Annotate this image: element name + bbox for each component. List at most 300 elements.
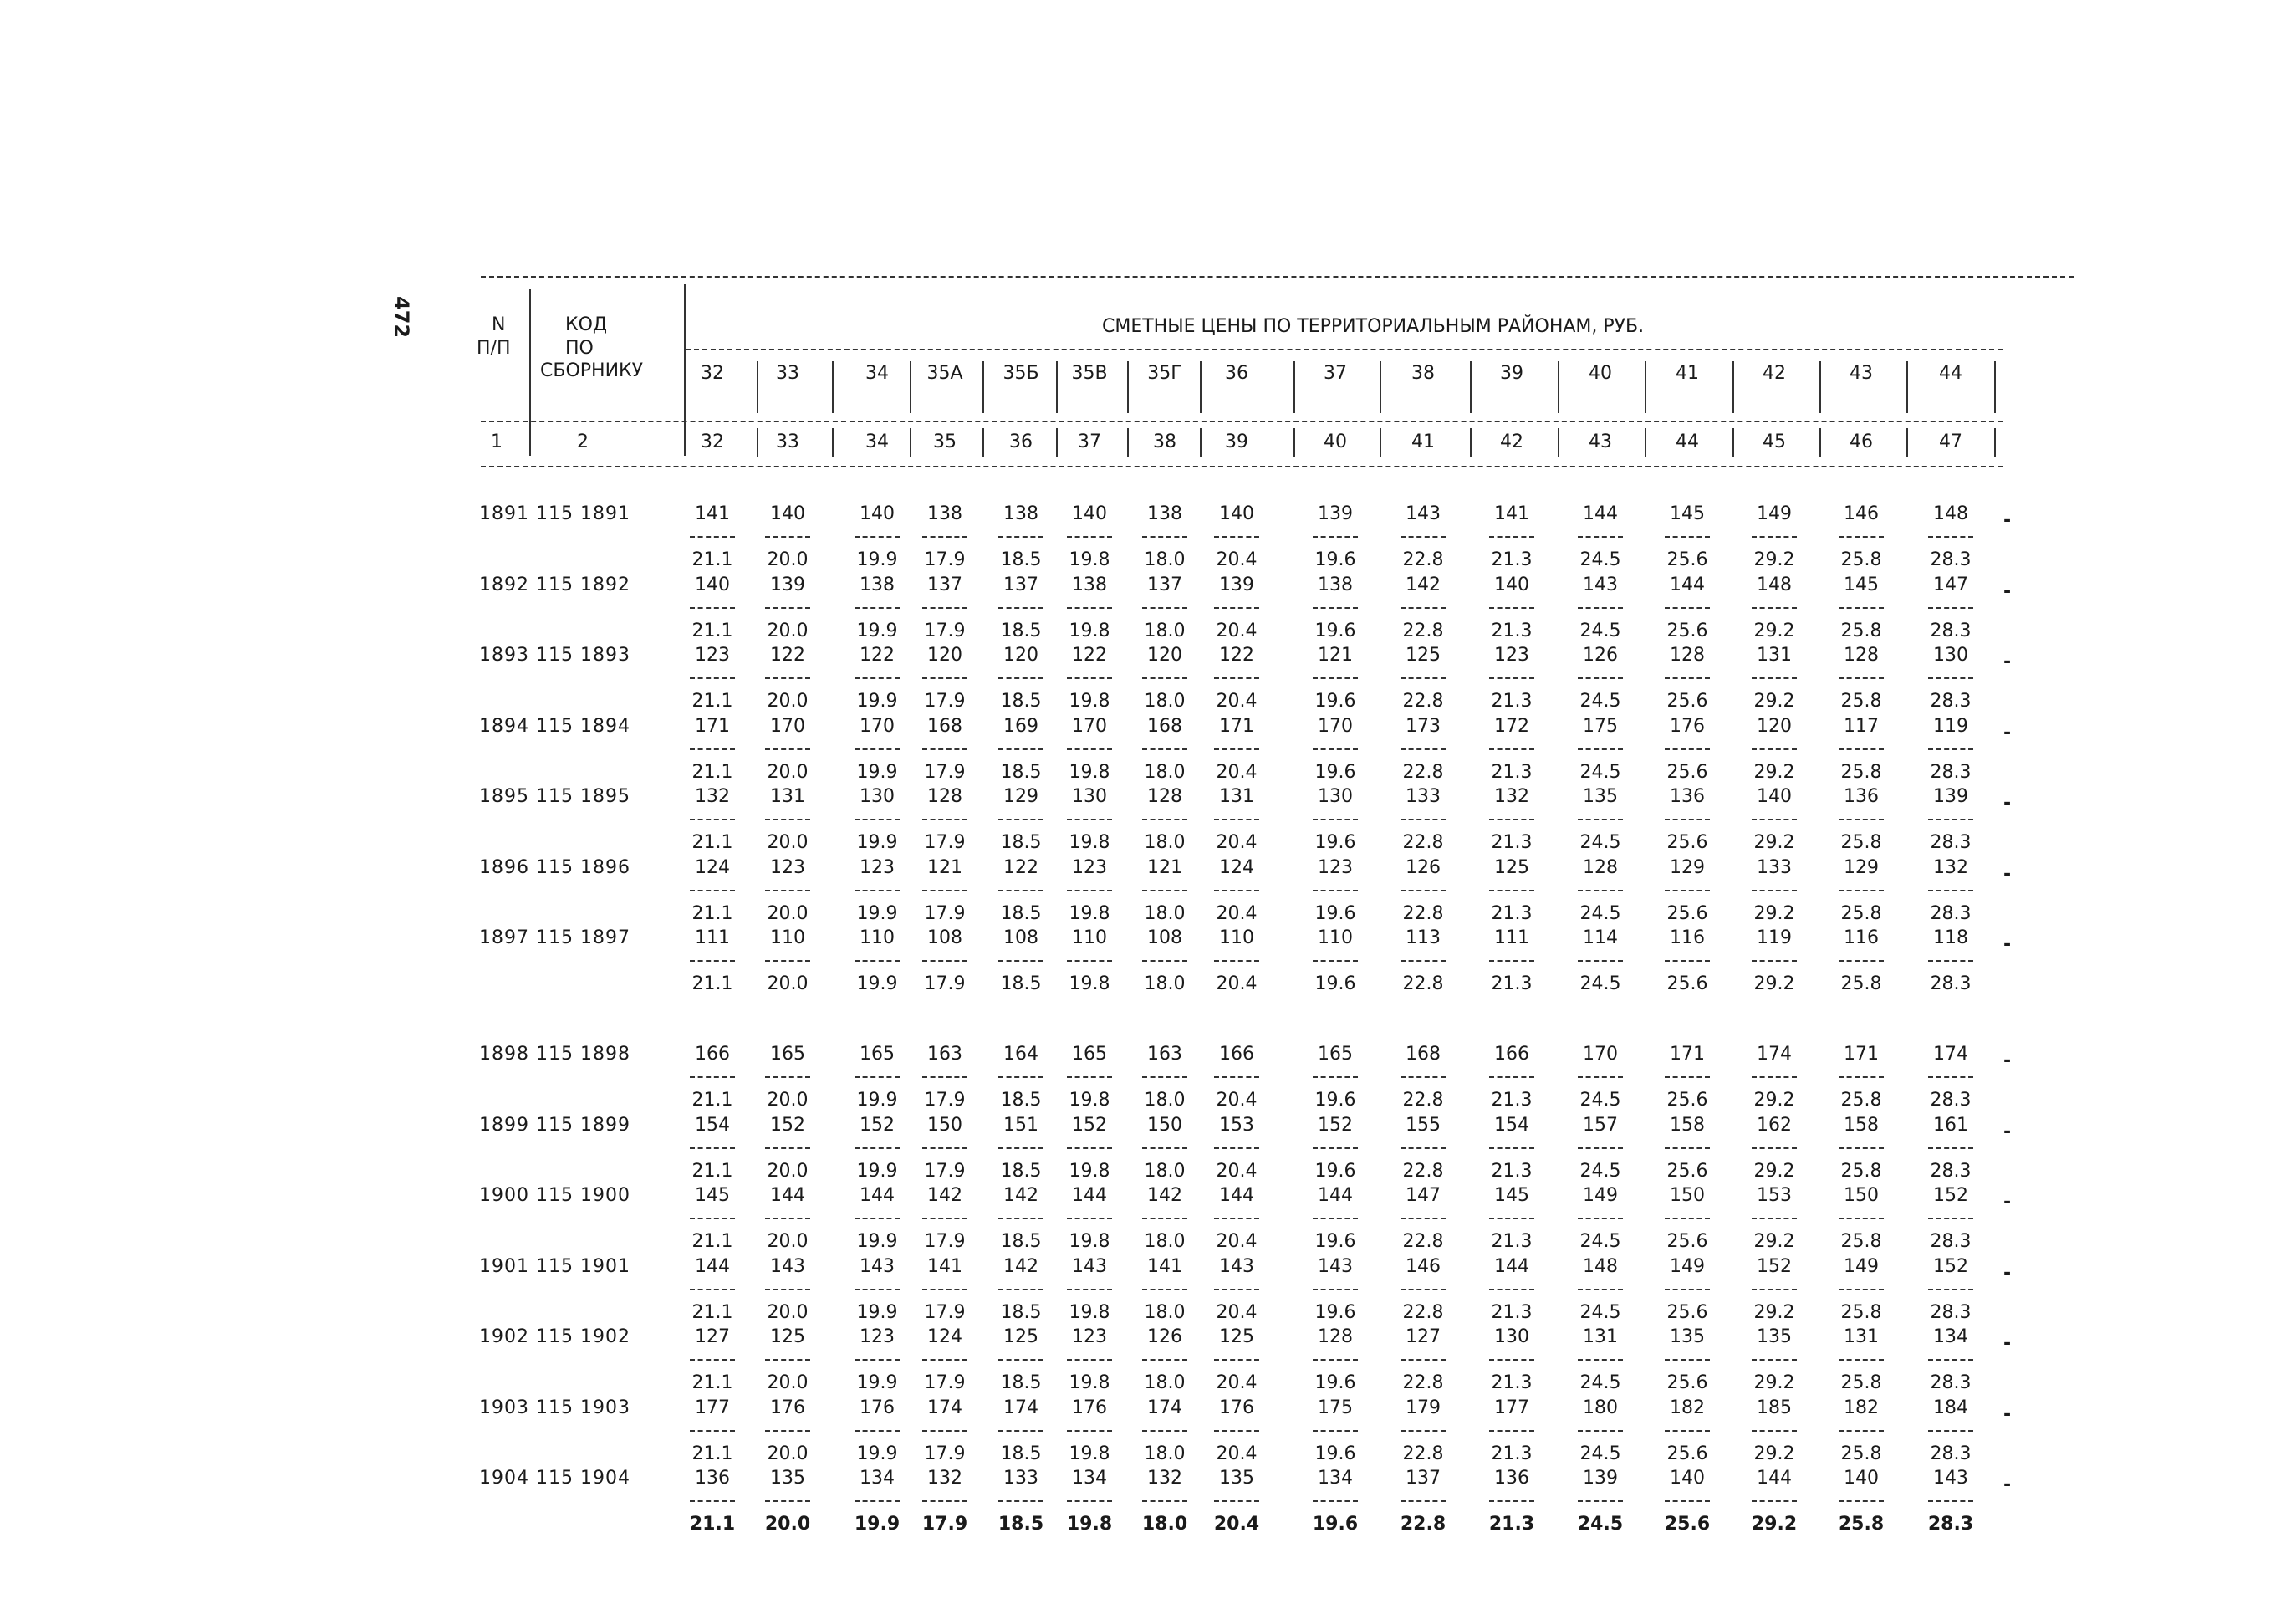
price-cell: 130 [1318, 786, 1353, 807]
ratio-cell: 17.9 [924, 832, 966, 853]
price-cell: 171 [1670, 1044, 1705, 1065]
fraction-line [765, 1430, 810, 1432]
ratio-cell: 19.6 [1314, 902, 1356, 924]
price-cell: 144 [1072, 1185, 1107, 1206]
fraction-line [1401, 1359, 1446, 1361]
price-cell: 175 [1583, 715, 1618, 737]
row-code: 1900 115 1900 [479, 1185, 630, 1206]
price-cell: 124 [927, 1326, 962, 1347]
fraction-line [1752, 677, 1797, 679]
price-cell: 140 [1757, 786, 1792, 807]
row-code: 1904 115 1904 [479, 1468, 630, 1489]
price-cell: 128 [1147, 786, 1182, 807]
header-divider [684, 284, 686, 456]
fraction-line [1142, 819, 1187, 820]
fraction-line [855, 1218, 900, 1219]
ratio-cell: 29.2 [1753, 973, 1795, 994]
price-cell: 118 [1933, 927, 1968, 948]
fraction-line [1928, 607, 1973, 609]
price-cell: 131 [1757, 645, 1792, 666]
price-cell: 127 [1406, 1326, 1441, 1347]
fraction-line [1928, 1147, 1973, 1149]
fraction-line [1839, 1430, 1884, 1432]
price-cell: 122 [770, 645, 805, 666]
price-cell: 128 [1583, 856, 1618, 878]
ratio-cell: 25.6 [1666, 761, 1708, 783]
price-cell: 150 [927, 1114, 962, 1136]
fraction-line [1313, 819, 1358, 820]
fraction-line [1067, 1147, 1112, 1149]
fraction-line [1928, 1076, 1973, 1078]
price-cell: 141 [927, 1255, 962, 1277]
price-cell: 116 [1844, 927, 1879, 948]
fraction-line [1214, 1430, 1259, 1432]
ratio-cell: 21.1 [691, 1443, 733, 1464]
price-cell: 136 [1494, 1468, 1529, 1489]
ratio-cell: 25.8 [1840, 1090, 1882, 1111]
ratio-cell: 20.0 [767, 620, 809, 641]
fraction-line [1401, 607, 1446, 609]
ratio-cell: 19.9 [856, 902, 898, 924]
fraction-line [1752, 1289, 1797, 1290]
ratio-cell: 24.5 [1579, 620, 1621, 641]
ratio-cell: 19.8 [1069, 1090, 1110, 1111]
ratio-cell: 19.6 [1314, 620, 1356, 641]
ratio-cell: 22.8 [1402, 549, 1444, 570]
price-cell: 133 [1757, 856, 1792, 878]
fraction-line [1489, 1289, 1534, 1290]
price-cell: 185 [1757, 1397, 1792, 1418]
price-cell: 128 [1318, 1326, 1353, 1347]
fraction-line [1067, 677, 1112, 679]
ratio-cell: 18.5 [1000, 549, 1042, 570]
fraction-line [1665, 1430, 1710, 1432]
header-sub-rule [481, 421, 2003, 422]
column-number: 33 [776, 432, 799, 452]
fraction-line [1067, 1289, 1112, 1290]
fraction-line [1839, 819, 1884, 820]
ratio-cell: 28.3 [1930, 549, 1972, 570]
fraction-line [1665, 960, 1710, 962]
ratio-cell: 28.3 [1930, 1231, 1972, 1252]
header-top-rule [481, 276, 2074, 278]
ratio-cell: 29.2 [1753, 549, 1795, 570]
fraction-line [1839, 1218, 1884, 1219]
ratio-cell: 21.3 [1491, 691, 1533, 712]
ratio-cell: 20.4 [1216, 620, 1258, 641]
header-divider [1819, 428, 1821, 457]
price-cell: 165 [860, 1044, 895, 1065]
header-divider [832, 428, 834, 457]
ratio-cell: 29.2 [1753, 1372, 1795, 1393]
price-cell: 135 [1670, 1326, 1705, 1347]
price-cell: 174 [1933, 1044, 1968, 1065]
header-bottom-rule [481, 466, 2003, 467]
ratio-cell: 17.9 [924, 1443, 966, 1464]
price-cell: 136 [695, 1468, 730, 1489]
fraction-line [1214, 1359, 1259, 1361]
fraction-line [1214, 1500, 1259, 1502]
fraction-line [765, 890, 810, 891]
fraction-line [1489, 1076, 1534, 1078]
column-number: 44 [1676, 432, 1699, 452]
ratio-cell: 19.9 [856, 1160, 898, 1182]
ratio-cell: 28.3 [1930, 1372, 1972, 1393]
price-cell: 174 [1147, 1397, 1182, 1418]
fraction-line [998, 1359, 1043, 1361]
ratio-cell: 19.9 [856, 973, 898, 994]
fraction-line [1928, 536, 1973, 538]
price-cell: 129 [1003, 786, 1038, 807]
price-cell: 147 [1406, 1185, 1441, 1206]
ratio-cell: 24.5 [1579, 1301, 1621, 1323]
ratio-cell: 17.9 [924, 1301, 966, 1323]
fraction-line [690, 1500, 735, 1502]
header-divider [1732, 361, 1734, 413]
price-cell: 132 [1494, 786, 1529, 807]
fraction-line [1313, 748, 1358, 750]
fraction-line [1489, 607, 1534, 609]
fraction-line [998, 1500, 1043, 1502]
ratio-cell: 22.8 [1402, 1372, 1444, 1393]
district-code: 35А [926, 363, 963, 384]
fraction-line [855, 1289, 900, 1290]
ratio-cell: 28.3 [1930, 1090, 1972, 1111]
ratio-cell: 18.5 [1000, 1160, 1042, 1182]
ratio-cell: 19.9 [856, 1372, 898, 1393]
column-number: 38 [1153, 432, 1176, 452]
price-cell: 128 [927, 786, 962, 807]
ratio-cell: 21.3 [1491, 620, 1533, 641]
price-cell: 177 [1494, 1397, 1529, 1418]
price-cell: 140 [695, 574, 730, 595]
price-cell: 152 [1757, 1255, 1792, 1277]
fraction-line [1142, 1218, 1187, 1219]
ratio-cell: 18.5 [997, 1514, 1044, 1535]
ratio-cell: 24.5 [1579, 973, 1621, 994]
column-number: 34 [865, 432, 889, 452]
fraction-line [1928, 748, 1973, 750]
header-divider [982, 428, 984, 457]
price-cell: 123 [770, 856, 805, 878]
ratio-cell: 19.8 [1069, 1443, 1110, 1464]
price-cell: 162 [1757, 1114, 1792, 1136]
row-code: 1891 115 1891 [479, 503, 630, 524]
ratio-cell: 21.3 [1491, 973, 1533, 994]
row-code: 1896 115 1896 [479, 856, 630, 878]
price-cell: 171 [1844, 1044, 1879, 1065]
ratio-cell: 24.5 [1579, 1372, 1621, 1393]
price-cell: 144 [1670, 574, 1705, 595]
fraction-line [765, 1359, 810, 1361]
ratio-cell: 24.5 [1579, 832, 1621, 853]
price-cell: 173 [1406, 715, 1441, 737]
fraction-line [1578, 890, 1623, 891]
price-cell: 133 [1406, 786, 1441, 807]
fraction-line [855, 1076, 900, 1078]
price-cell: 149 [1757, 503, 1792, 524]
fraction-line [1313, 1289, 1358, 1290]
fraction-line [1489, 748, 1534, 750]
header-n-label: N [492, 314, 506, 335]
header-divider [910, 428, 911, 457]
ratio-cell: 25.6 [1666, 1372, 1708, 1393]
price-cell: 154 [1494, 1114, 1529, 1136]
price-cell: 140 [770, 503, 805, 524]
price-cell: 182 [1670, 1397, 1705, 1418]
fraction-line [1752, 536, 1797, 538]
fraction-line [855, 1147, 900, 1149]
fraction-line [998, 1430, 1043, 1432]
price-cell: 166 [1494, 1044, 1529, 1065]
header-divider [1558, 361, 1559, 413]
fraction-line [1401, 1500, 1446, 1502]
row-end-mark: - [2003, 722, 2012, 743]
fraction-line [1401, 960, 1446, 962]
header-divider [1200, 361, 1202, 413]
ratio-cell: 19.9 [856, 691, 898, 712]
ratio-cell: 19.9 [856, 1090, 898, 1111]
price-cell: 124 [695, 856, 730, 878]
district-code: 37 [1324, 363, 1347, 384]
ratio-cell: 21.1 [691, 691, 733, 712]
ratio-cell: 19.6 [1314, 1231, 1356, 1252]
row-code: 1897 115 1897 [479, 927, 630, 948]
fraction-line [1489, 1218, 1534, 1219]
fraction-line [1142, 1076, 1187, 1078]
fraction-line [1214, 607, 1259, 609]
ratio-cell: 21.1 [691, 973, 733, 994]
price-cell: 168 [1406, 1044, 1441, 1065]
price-cell: 144 [1757, 1468, 1792, 1489]
price-cell: 138 [860, 574, 895, 595]
row-end-mark: - [2003, 863, 2012, 885]
fraction-line [1214, 748, 1259, 750]
ratio-cell: 28.3 [1930, 832, 1972, 853]
ratio-cell: 22.8 [1402, 1301, 1444, 1323]
ratio-cell: 25.8 [1840, 1372, 1882, 1393]
price-cell: 168 [1147, 715, 1182, 737]
fraction-line [1665, 1218, 1710, 1219]
price-cell: 158 [1670, 1114, 1705, 1136]
fraction-line [855, 748, 900, 750]
price-cell: 155 [1406, 1114, 1441, 1136]
column-number: 39 [1225, 432, 1248, 452]
ratio-cell: 28.3 [1927, 1514, 1974, 1535]
price-cell: 142 [1406, 574, 1441, 595]
price-cell: 131 [1844, 1326, 1879, 1347]
price-cell: 129 [1844, 856, 1879, 878]
price-cell: 175 [1318, 1397, 1353, 1418]
ratio-cell: 18.5 [1000, 761, 1042, 783]
ratio-cell: 20.0 [764, 1514, 811, 1535]
ratio-cell: 17.9 [924, 620, 966, 641]
price-cell: 163 [927, 1044, 962, 1065]
header-divider [1906, 361, 1908, 413]
ratio-cell: 19.8 [1069, 1372, 1110, 1393]
fraction-line [1752, 607, 1797, 609]
ratio-cell: 21.3 [1491, 902, 1533, 924]
price-cell: 157 [1583, 1114, 1618, 1136]
ratio-cell: 24.5 [1579, 761, 1621, 783]
ratio-cell: 22.8 [1402, 1231, 1444, 1252]
price-cell: 165 [1072, 1044, 1107, 1065]
price-cell: 119 [1757, 927, 1792, 948]
price-cell: 137 [1147, 574, 1182, 595]
fraction-line [1752, 1500, 1797, 1502]
price-cell: 113 [1406, 927, 1441, 948]
price-cell: 134 [1072, 1468, 1107, 1489]
ratio-cell: 25.6 [1666, 832, 1708, 853]
fraction-line [1839, 677, 1884, 679]
ratio-cell: 18.0 [1144, 549, 1186, 570]
ratio-cell: 19.6 [1314, 832, 1356, 853]
row-code: 1895 115 1895 [479, 786, 630, 807]
ratio-cell: 25.6 [1666, 1160, 1708, 1182]
ratio-cell: 17.9 [924, 691, 966, 712]
price-cell: 145 [1844, 574, 1879, 595]
header-divider [1380, 361, 1381, 413]
ratio-cell: 17.9 [924, 761, 966, 783]
row-end-mark: - [2003, 1333, 2012, 1354]
fraction-line [1142, 677, 1187, 679]
price-cell: 182 [1844, 1397, 1879, 1418]
fraction-line [765, 536, 810, 538]
fraction-line [1839, 536, 1884, 538]
ratio-cell: 20.4 [1216, 1160, 1258, 1182]
price-cell: 125 [1003, 1326, 1038, 1347]
price-cell: 136 [1670, 786, 1705, 807]
column-number: 47 [1939, 432, 1962, 452]
fraction-line [1214, 890, 1259, 891]
price-cell: 139 [1318, 503, 1353, 524]
ratio-cell: 20.0 [767, 902, 809, 924]
price-cell: 147 [1933, 574, 1968, 595]
price-cell: 151 [1003, 1114, 1038, 1136]
price-cell: 130 [1933, 645, 1968, 666]
price-cell: 150 [1844, 1185, 1879, 1206]
fraction-line [690, 890, 735, 891]
fraction-line [998, 748, 1043, 750]
ratio-cell: 25.6 [1666, 902, 1708, 924]
price-cell: 128 [1844, 645, 1879, 666]
price-cell: 143 [1318, 1255, 1353, 1277]
price-cell: 110 [1318, 927, 1353, 948]
price-cell: 138 [1318, 574, 1353, 595]
price-cell: 146 [1844, 503, 1879, 524]
price-cell: 176 [860, 1397, 895, 1418]
price-cell: 135 [1583, 786, 1618, 807]
price-cell: 142 [1147, 1185, 1182, 1206]
price-cell: 143 [1219, 1255, 1254, 1277]
price-cell: 146 [1406, 1255, 1441, 1277]
fraction-line [1401, 1218, 1446, 1219]
fraction-line [922, 1218, 967, 1219]
ratio-cell: 18.5 [1000, 1231, 1042, 1252]
row-code: 1898 115 1898 [479, 1044, 630, 1065]
fraction-line [1313, 1500, 1358, 1502]
price-cell: 123 [860, 856, 895, 878]
header-divider [1470, 428, 1472, 457]
fraction-line [1665, 819, 1710, 820]
price-cell: 123 [1072, 1326, 1107, 1347]
ratio-cell: 21.3 [1491, 549, 1533, 570]
district-code: 35Б [1003, 363, 1039, 384]
price-cell: 141 [1147, 1255, 1182, 1277]
header-divider [982, 361, 984, 413]
price-cell: 135 [1757, 1326, 1792, 1347]
header-divider [832, 361, 834, 413]
ratio-cell: 22.8 [1400, 1514, 1446, 1535]
ratio-cell: 18.5 [1000, 902, 1042, 924]
header-divider [1056, 428, 1058, 457]
fraction-line [1489, 536, 1534, 538]
row-code: 1893 115 1893 [479, 645, 630, 666]
fraction-line [1067, 819, 1112, 820]
price-cell: 143 [860, 1255, 895, 1277]
price-cell: 148 [1583, 1255, 1618, 1277]
fraction-line [1928, 677, 1973, 679]
ratio-cell: 18.0 [1144, 902, 1186, 924]
ratio-cell: 25.6 [1666, 1231, 1708, 1252]
price-cell: 164 [1003, 1044, 1038, 1065]
header-divider [529, 289, 531, 456]
price-cell: 108 [1003, 927, 1038, 948]
ratio-cell: 25.8 [1840, 691, 1882, 712]
price-cell: 153 [1757, 1185, 1792, 1206]
price-cell: 138 [927, 503, 962, 524]
price-cell: 180 [1583, 1397, 1618, 1418]
ratio-cell: 24.5 [1579, 1443, 1621, 1464]
fraction-line [1752, 748, 1797, 750]
fraction-line [1839, 607, 1884, 609]
ratio-cell: 19.9 [856, 1443, 898, 1464]
ratio-cell: 21.3 [1491, 761, 1533, 783]
ratio-cell: 19.9 [856, 1231, 898, 1252]
ratio-cell: 25.6 [1666, 1301, 1708, 1323]
price-cell: 131 [1219, 786, 1254, 807]
fraction-line [1214, 960, 1259, 962]
ratio-cell: 25.8 [1840, 549, 1882, 570]
fraction-line [1489, 819, 1534, 820]
fraction-line [998, 819, 1043, 820]
fraction-line [1313, 607, 1358, 609]
header-divider [757, 361, 758, 413]
fraction-line [1401, 1076, 1446, 1078]
ratio-cell: 19.9 [856, 1301, 898, 1323]
fraction-line [998, 1218, 1043, 1219]
price-cell: 176 [1219, 1397, 1254, 1418]
fraction-line [1928, 1359, 1973, 1361]
price-cell: 144 [1318, 1185, 1353, 1206]
ratio-cell: 20.4 [1216, 1231, 1258, 1252]
price-cell: 132 [695, 786, 730, 807]
ratio-cell: 20.4 [1216, 1372, 1258, 1393]
fraction-line [1214, 1076, 1259, 1078]
fraction-line [922, 536, 967, 538]
price-cell: 165 [770, 1044, 805, 1065]
column-number: 40 [1324, 432, 1347, 452]
fraction-line [1142, 1289, 1187, 1290]
ratio-cell: 25.6 [1666, 620, 1708, 641]
price-cell: 136 [1844, 786, 1879, 807]
fraction-line [1578, 1218, 1623, 1219]
price-cell: 132 [927, 1468, 962, 1489]
fraction-line [855, 890, 900, 891]
fraction-line [1142, 748, 1187, 750]
fraction-line [1578, 1500, 1623, 1502]
price-cell: 179 [1406, 1397, 1441, 1418]
